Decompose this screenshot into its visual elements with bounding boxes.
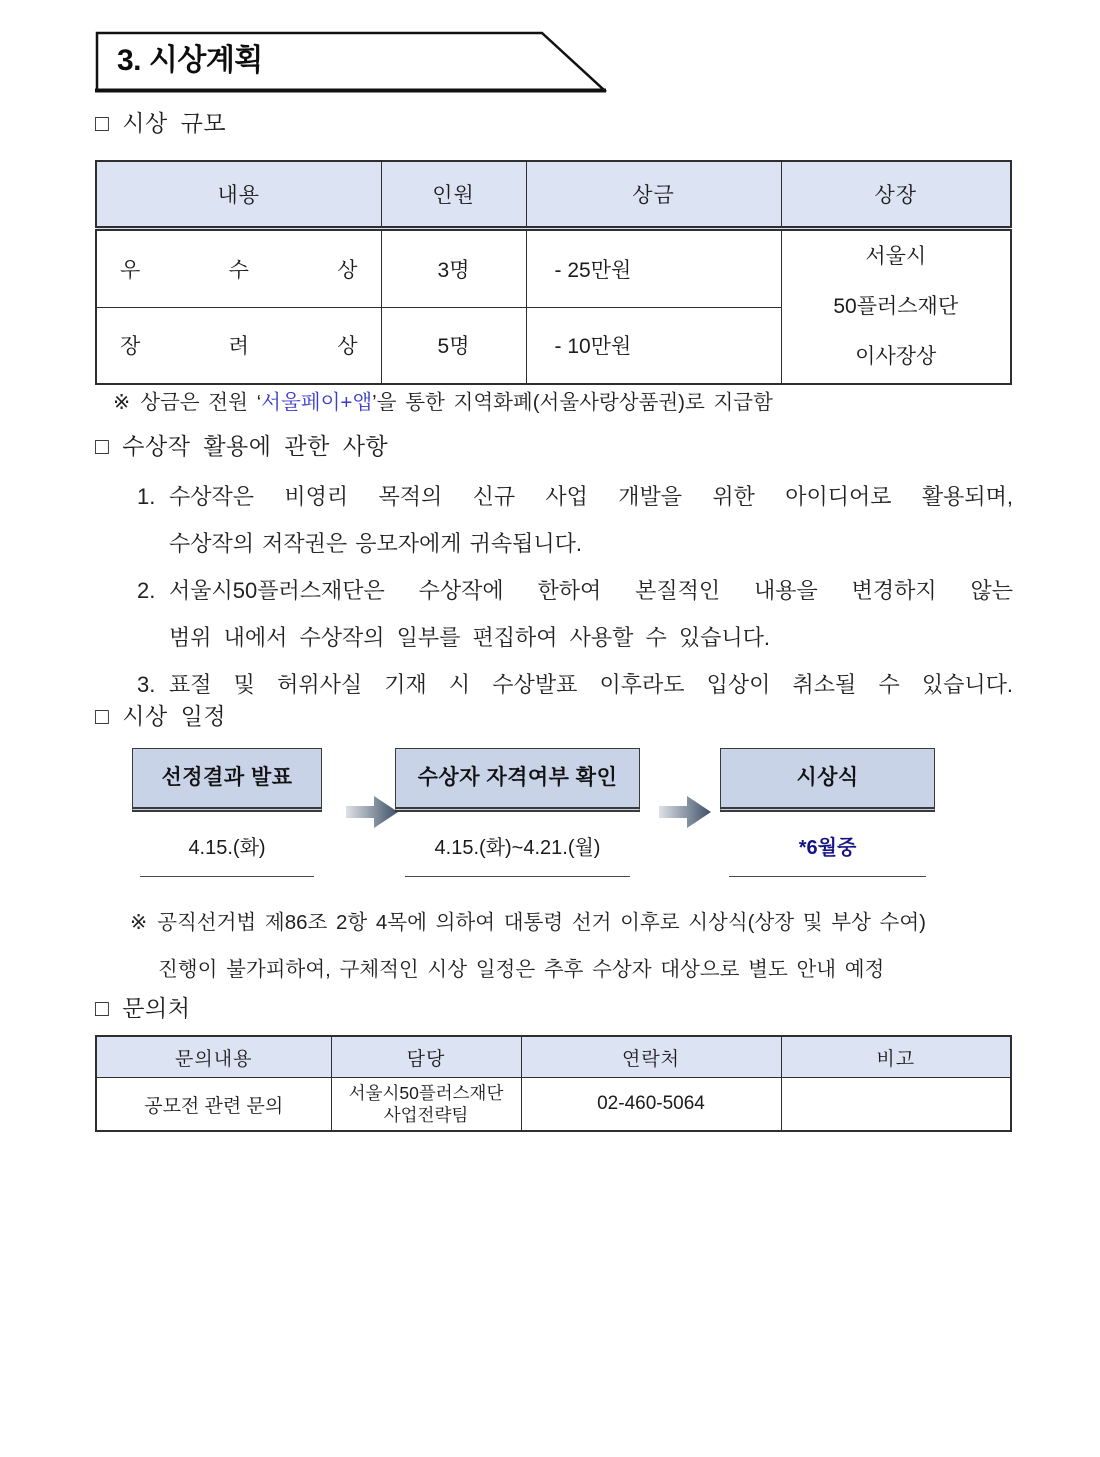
award-name-char: 우 [120,258,141,282]
award-name-char: 장 [120,335,141,359]
schedule-note-line1 [130,905,1010,935]
flow-underline [729,876,927,877]
contact-inquiry-cell: 공모전 관련 문의 [96,1078,331,1132]
arrow-right-icon [344,794,400,835]
list-item-text: 범위 내에서 수상작의 일부를 편집하여 사용할 수 있습니다. [169,625,770,650]
award-prize-cell: - 10만원 [526,307,781,384]
contact-phone-cell: 02-460-5064 [521,1078,781,1132]
award-count-cell: 5명 [381,307,526,384]
section-heading-schedule: □ 시상 일정 [95,703,227,729]
list-item-number: 2. [137,578,156,603]
flow-step-label: 수상자 자격여부 확인 [395,748,640,812]
flow-step-label: 시상식 [720,748,935,812]
seoul-pay-app-link[interactable]: 서울페이+앱 [261,391,373,414]
award-name [98,254,380,284]
schedule-note-line2 [158,952,1010,982]
award-table [95,160,1012,385]
award-name-char: 상 [337,258,358,282]
award-name-char: 려 [228,335,249,359]
list-item-number: 3. [137,672,156,697]
award-prize-cell: - 25만원 [526,229,781,308]
arrow-right-icon [657,794,713,835]
award-name-cell [96,307,381,384]
flow-step-date: *6월중 [798,837,857,859]
section-heading-contact: □ 문의처 [95,995,191,1021]
list-item-line [137,661,1013,708]
note-marker: ※ [113,391,131,414]
schedule-flow [95,748,1010,888]
award-name-char: 수 [228,258,249,282]
payment-note-prefix: 상금은 전원 ‘ [140,391,262,414]
flow-step-announcement [132,748,322,877]
award-header-certificate: 상장 [781,161,1011,229]
award-count-cell: 3명 [381,229,526,308]
schedule-note-text: 진행이 불가피하여, 구체적인 시상 일정은 추후 수상자 대상으로 별도 안내 예정 [158,958,885,981]
flow-step-ceremony [720,748,935,877]
award-row-excellence [96,229,1011,308]
certificate-line: 서울시 [865,245,927,268]
contact-team-line: 사업전략팀 [383,1105,469,1125]
list-item-line [137,520,1013,567]
award-table-header-row [96,161,1011,229]
certificate-line: 이사장상 [855,345,937,368]
flow-underline [140,876,315,877]
list-item-text: 수상작은 비영리 목적의 신규 사업 개발을 위한 아이디어로 활용되며, [169,484,1013,509]
payment-note-suffix: ’을 통한 지역화폐(서울사랑상품권)로 지급함 [372,391,773,414]
page-title: 3. 시상계획 [117,44,263,77]
list-item-number: 1. [137,484,156,509]
contact-team-cell [331,1078,521,1132]
list-item-text: 표절 및 허위사실 기재 시 수상발표 이후라도 입상이 취소될 수 있습니다. [169,672,1013,697]
contact-header-team: 담당 [331,1036,521,1078]
certificate-line: 50플러스재단 [833,295,959,318]
list-item-text: 서울시50플러스재단은 수상작에 한하여 본질적인 내용을 변경하지 않는 [169,578,1013,603]
award-name-char: 상 [337,335,358,359]
schedule-note-text: 공직선거법 제86조 2항 4목에 의하여 대통령 선거 이후로 시상식(상장 및 부상 수여) [157,911,926,934]
list-item-line [137,473,1013,520]
payment-note [113,385,773,415]
award-header-content: 내용 [96,161,381,229]
award-header-prize: 상금 [526,161,781,229]
flow-step-label: 선정결과 발표 [132,748,322,812]
flow-step-verification [395,748,640,877]
list-item-line [137,614,1013,661]
award-header-count: 인원 [381,161,526,229]
contact-team-line: 서울시50플러스재단 [348,1083,504,1103]
title-banner [95,31,607,95]
contact-remarks-cell [781,1078,1011,1132]
award-name-cell [96,229,381,308]
contact-table-row [96,1078,1011,1132]
contact-table [95,1035,1012,1132]
flow-step-date: 4.15.(화)~4.21.(월) [434,837,601,859]
usage-list [137,473,1013,708]
contact-header-inquiry: 문의내용 [96,1036,331,1078]
flow-step-date: 4.15.(화) [188,837,266,859]
section-heading-usage: □ 수상작 활용에 관한 사항 [95,433,389,459]
contact-header-remarks: 비고 [781,1036,1011,1078]
flow-underline [405,876,630,877]
contact-table-header-row [96,1036,1011,1078]
award-name [98,330,380,360]
section-heading-scale: □ 시상 규모 [95,110,227,136]
award-certificate-cell [781,229,1011,385]
list-item-text: 수상작의 저작권은 응모자에게 귀속됩니다. [169,531,582,556]
list-item-line [137,567,1013,614]
contact-header-phone: 연락처 [521,1036,781,1078]
note-marker: ※ [130,911,148,934]
